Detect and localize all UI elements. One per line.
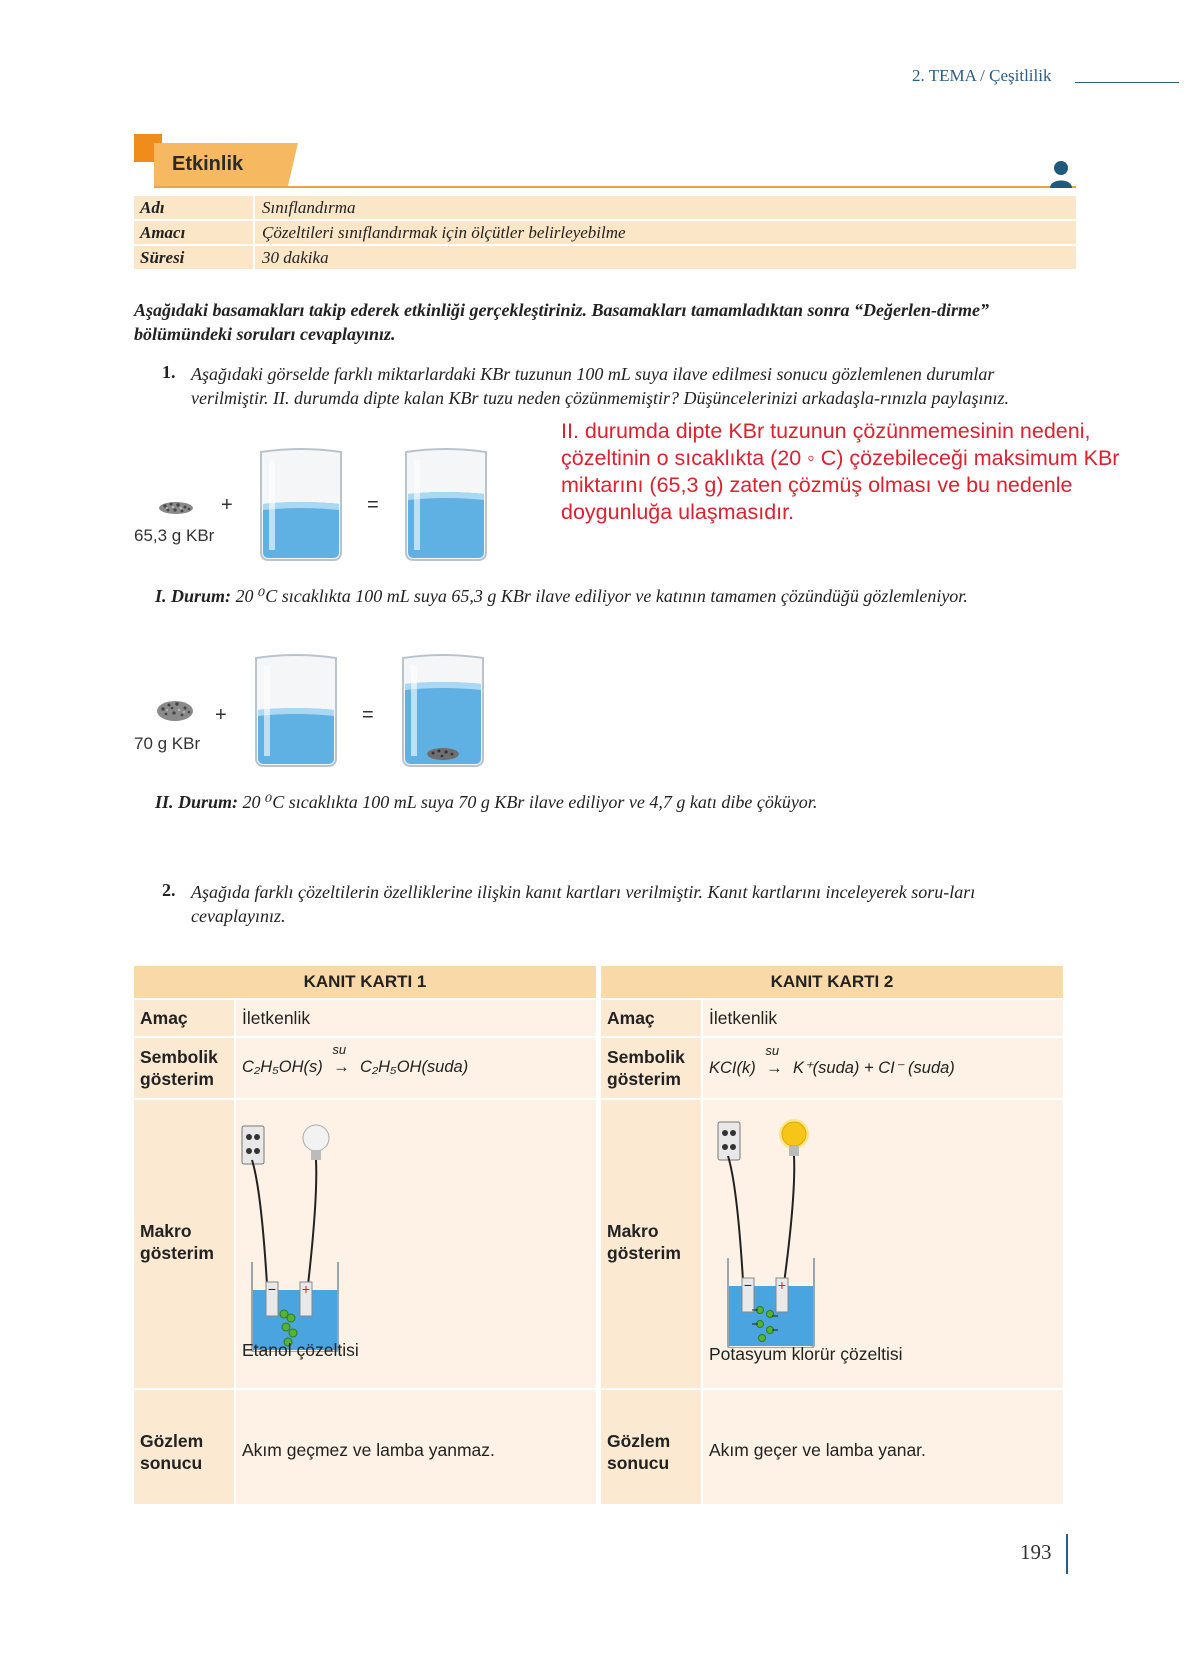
arrow-label: su bbox=[765, 1043, 780, 1058]
info-row-aim bbox=[134, 221, 1076, 244]
card-row-aim bbox=[134, 1000, 596, 1036]
activity-banner-label: Etkinlik bbox=[172, 153, 244, 175]
case-2-text: 20 ⁰C sıcaklıkta 100 mL suya 70 g KBr ilave ediliyor ve 4,7 g katı dibe çöküyor. bbox=[242, 792, 818, 812]
info-separator bbox=[253, 246, 255, 269]
svg-text:−: − bbox=[743, 1277, 753, 1293]
evidence-card-2 bbox=[601, 966, 1063, 1504]
page-number-rule bbox=[1066, 1534, 1068, 1574]
symbolic-label: Sembolik gösterim bbox=[140, 1047, 218, 1089]
info-key: Amacı bbox=[140, 223, 186, 242]
card-row-observation bbox=[601, 1390, 1063, 1504]
plus-sign: + bbox=[215, 704, 227, 726]
equals-sign: = bbox=[367, 494, 379, 516]
info-separator bbox=[253, 221, 255, 244]
evidence-card-1 bbox=[134, 966, 596, 1504]
card-row-macro bbox=[134, 1100, 596, 1388]
reaction-arrow: su → bbox=[765, 1043, 783, 1077]
info-key: Adı bbox=[140, 198, 165, 217]
symbolic-formula bbox=[242, 1042, 469, 1077]
kbr-pile-icon bbox=[157, 498, 195, 516]
equals-sign: = bbox=[362, 704, 374, 726]
observation-value: Akım geçer ve lamba yanar. bbox=[709, 1440, 926, 1460]
svg-text:+: + bbox=[777, 1277, 787, 1293]
symbolic-label: Sembolik gösterim bbox=[607, 1047, 685, 1089]
case-2-title: II. Durum: bbox=[155, 792, 239, 812]
aim-value: İletkenlik bbox=[709, 1008, 778, 1028]
question-1-number: 1. bbox=[162, 362, 176, 382]
info-separator bbox=[253, 196, 255, 219]
handwritten-answer: II. durumda dipte KBr tuzunun çözünmemesinin nedeni, çözeltinin o sıcaklıkta (20 ◦ C) çözebileceği maksimum KBr miktarını (65,3 g) zaten çözmüş olması ve bu nedenle doygunluğa ulaşmasıdır. bbox=[561, 419, 1120, 524]
beaker-water-icon bbox=[255, 448, 347, 562]
formula-product: C₂H₅OH(suda) bbox=[359, 1058, 469, 1076]
person-icon bbox=[1049, 160, 1073, 188]
question-1-text: Aşağıdaki görselde farklı miktarlardaki KBr tuzunun 100 mL suya ilave edilmesi sonucu gözlemlenen durumlar verilmiştir. II. durumda dipte kalan KBr tuzu neden çözünmemiştir? Düşüncelerinizi arkadaşla-rınızla paylaşınız. bbox=[191, 364, 1009, 408]
formula-reactant: KCI(k) bbox=[709, 1059, 756, 1077]
instructions-paragraph: Aşağıdaki basamakları takip ederek etkinliği gerçekleştiriniz. Basamakları tamamladıktan sonra “Değerlen-dirme” bölümündeki soruları cevaplayınız. bbox=[134, 300, 990, 344]
macro-caption: Etanol çözeltisi bbox=[242, 1340, 359, 1360]
formula-reactant: C₂H₅OH(s) bbox=[242, 1058, 323, 1076]
info-key: Süresi bbox=[140, 248, 185, 267]
beaker-solution-icon bbox=[400, 448, 492, 562]
card-title: KANIT KARTI 1 bbox=[134, 966, 596, 998]
info-value: 30 dakika bbox=[262, 248, 329, 267]
formula-product: K⁺(suda) + CI⁻ (suda) bbox=[792, 1059, 955, 1077]
plus-sign: + bbox=[221, 494, 233, 516]
aim-value: İletkenlik bbox=[242, 1008, 311, 1028]
macro-label: Makro gösterim bbox=[607, 1221, 681, 1263]
aim-label: Amaç bbox=[140, 1008, 188, 1028]
chapter-header: 2. TEMA / Çeşitlilik bbox=[912, 66, 1052, 85]
header-rule bbox=[1075, 82, 1179, 83]
info-value: Sınıflandırma bbox=[262, 198, 356, 217]
page-number: 193 bbox=[1020, 1540, 1052, 1564]
info-row-name bbox=[134, 196, 1076, 219]
case-1-text: 20 ⁰C sıcaklıkta 100 mL suya 65,3 g KBr ilave ediliyor ve katının tamamen çözündüğü gözlemleniyor. bbox=[235, 586, 968, 606]
beaker-water-icon bbox=[250, 654, 342, 768]
banner-rule bbox=[154, 186, 1076, 188]
mass-label-case-2: 70 g KBr bbox=[134, 734, 201, 753]
kbr-pile-icon bbox=[155, 697, 195, 723]
case-1-description bbox=[155, 584, 1055, 608]
reaction-arrow: su → bbox=[332, 1042, 350, 1076]
observation-label: Gözlem sonucu bbox=[607, 1431, 671, 1473]
macro-caption: Potasyum klorür çözeltisi bbox=[709, 1344, 903, 1364]
circuit-beaker-lit-icon bbox=[714, 1118, 824, 1348]
card-row-symbolic bbox=[601, 1038, 1063, 1098]
observation-label: Gözlem sonucu bbox=[140, 1431, 204, 1473]
mass-label-case-1: 65,3 g KBr bbox=[134, 526, 215, 545]
svg-text:+: + bbox=[301, 1281, 311, 1297]
aim-label: Amaç bbox=[607, 1008, 655, 1028]
info-row-duration bbox=[134, 246, 1076, 269]
observation-value: Akım geçmez ve lamba yanmaz. bbox=[242, 1440, 495, 1460]
info-value: Çözeltileri sınıflandırmak için ölçütler belirleyebilme bbox=[262, 223, 626, 242]
circuit-beaker-icon bbox=[238, 1122, 348, 1352]
arrow-label: su bbox=[332, 1042, 347, 1057]
card-row-macro bbox=[601, 1100, 1063, 1388]
card-row-observation bbox=[134, 1390, 596, 1504]
macro-label: Makro gösterim bbox=[140, 1221, 214, 1263]
question-2-number: 2. bbox=[162, 880, 176, 900]
beaker-saturated-icon bbox=[397, 654, 489, 768]
case-2-description bbox=[155, 790, 1055, 814]
svg-text:−: − bbox=[267, 1281, 277, 1297]
question-2-text: Aşağıda farklı çözeltilerin özelliklerine ilişkin kanıt kartları verilmiştir. Kanıt kartlarını inceleyerek soru-ları cevaplayınız. bbox=[191, 882, 976, 926]
symbolic-formula bbox=[709, 1043, 955, 1078]
case-1-title: I. Durum: bbox=[155, 586, 232, 606]
card-row-aim bbox=[601, 1000, 1063, 1036]
card-row-symbolic bbox=[134, 1038, 596, 1098]
card-title: KANIT KARTI 2 bbox=[601, 966, 1063, 998]
